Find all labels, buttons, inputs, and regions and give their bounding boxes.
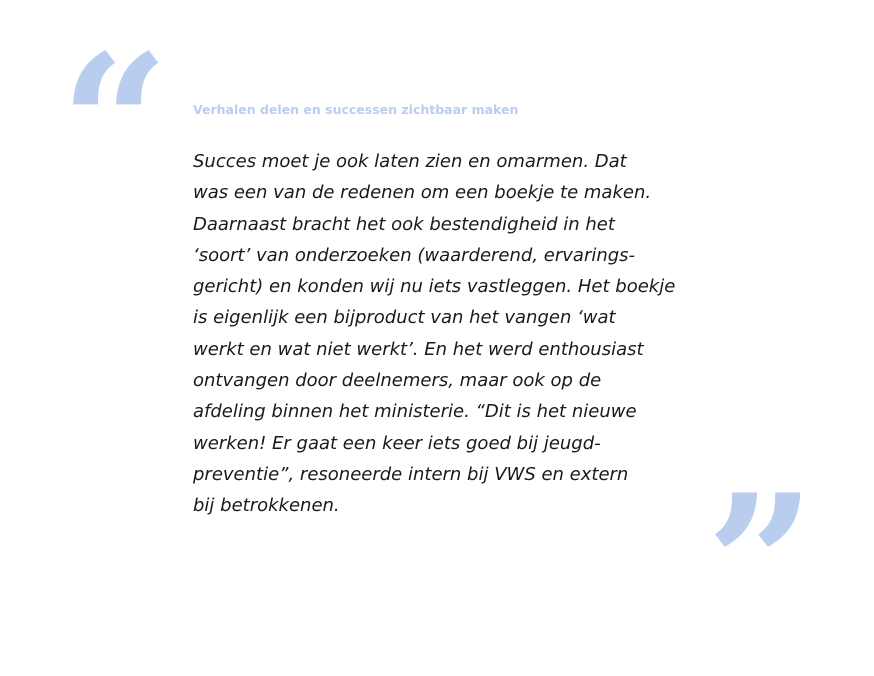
- quote-line: Succes moet je ook laten zien en omarmen. Dat: [193, 151, 627, 172]
- quote-line: werken! Er gaat een keer iets goed bij jeugd-: [193, 432, 601, 454]
- quote-line: bij betrokkenen.: [193, 495, 340, 517]
- quote-line: preventie”, resoneerde intern bij VWS en extern: [193, 463, 629, 485]
- quote-line: werkt en wat niet werkt’. En het werd enthousiast: [193, 338, 644, 360]
- quote-line: ontvangen door deelnemers, maar ook op de: [193, 370, 602, 392]
- close-quote-icon: ”: [706, 453, 808, 676]
- quote-text: [193, 146, 693, 522]
- section-heading: Verhalen delen en successen zichtbaar maken: [193, 102, 519, 117]
- quote-line: Daarnaast bracht het ook bestendigheid in het: [193, 213, 615, 235]
- quote-line: afdeling binnen het ministerie. “Dit is het nieuwe: [193, 401, 637, 423]
- quote-line: was een van de redenen om een boekje te maken.: [193, 182, 652, 204]
- quote-line: gericht) en konden wij nu iets vastleggen. Het boekje: [193, 276, 676, 298]
- quote-line: ‘soort’ van onderzoeken (waarderend, ervarings-: [193, 244, 636, 266]
- quote-line: is eigenlijk een bijproduct van het vangen ‘wat: [193, 307, 616, 329]
- open-quote-icon: “: [60, 13, 162, 236]
